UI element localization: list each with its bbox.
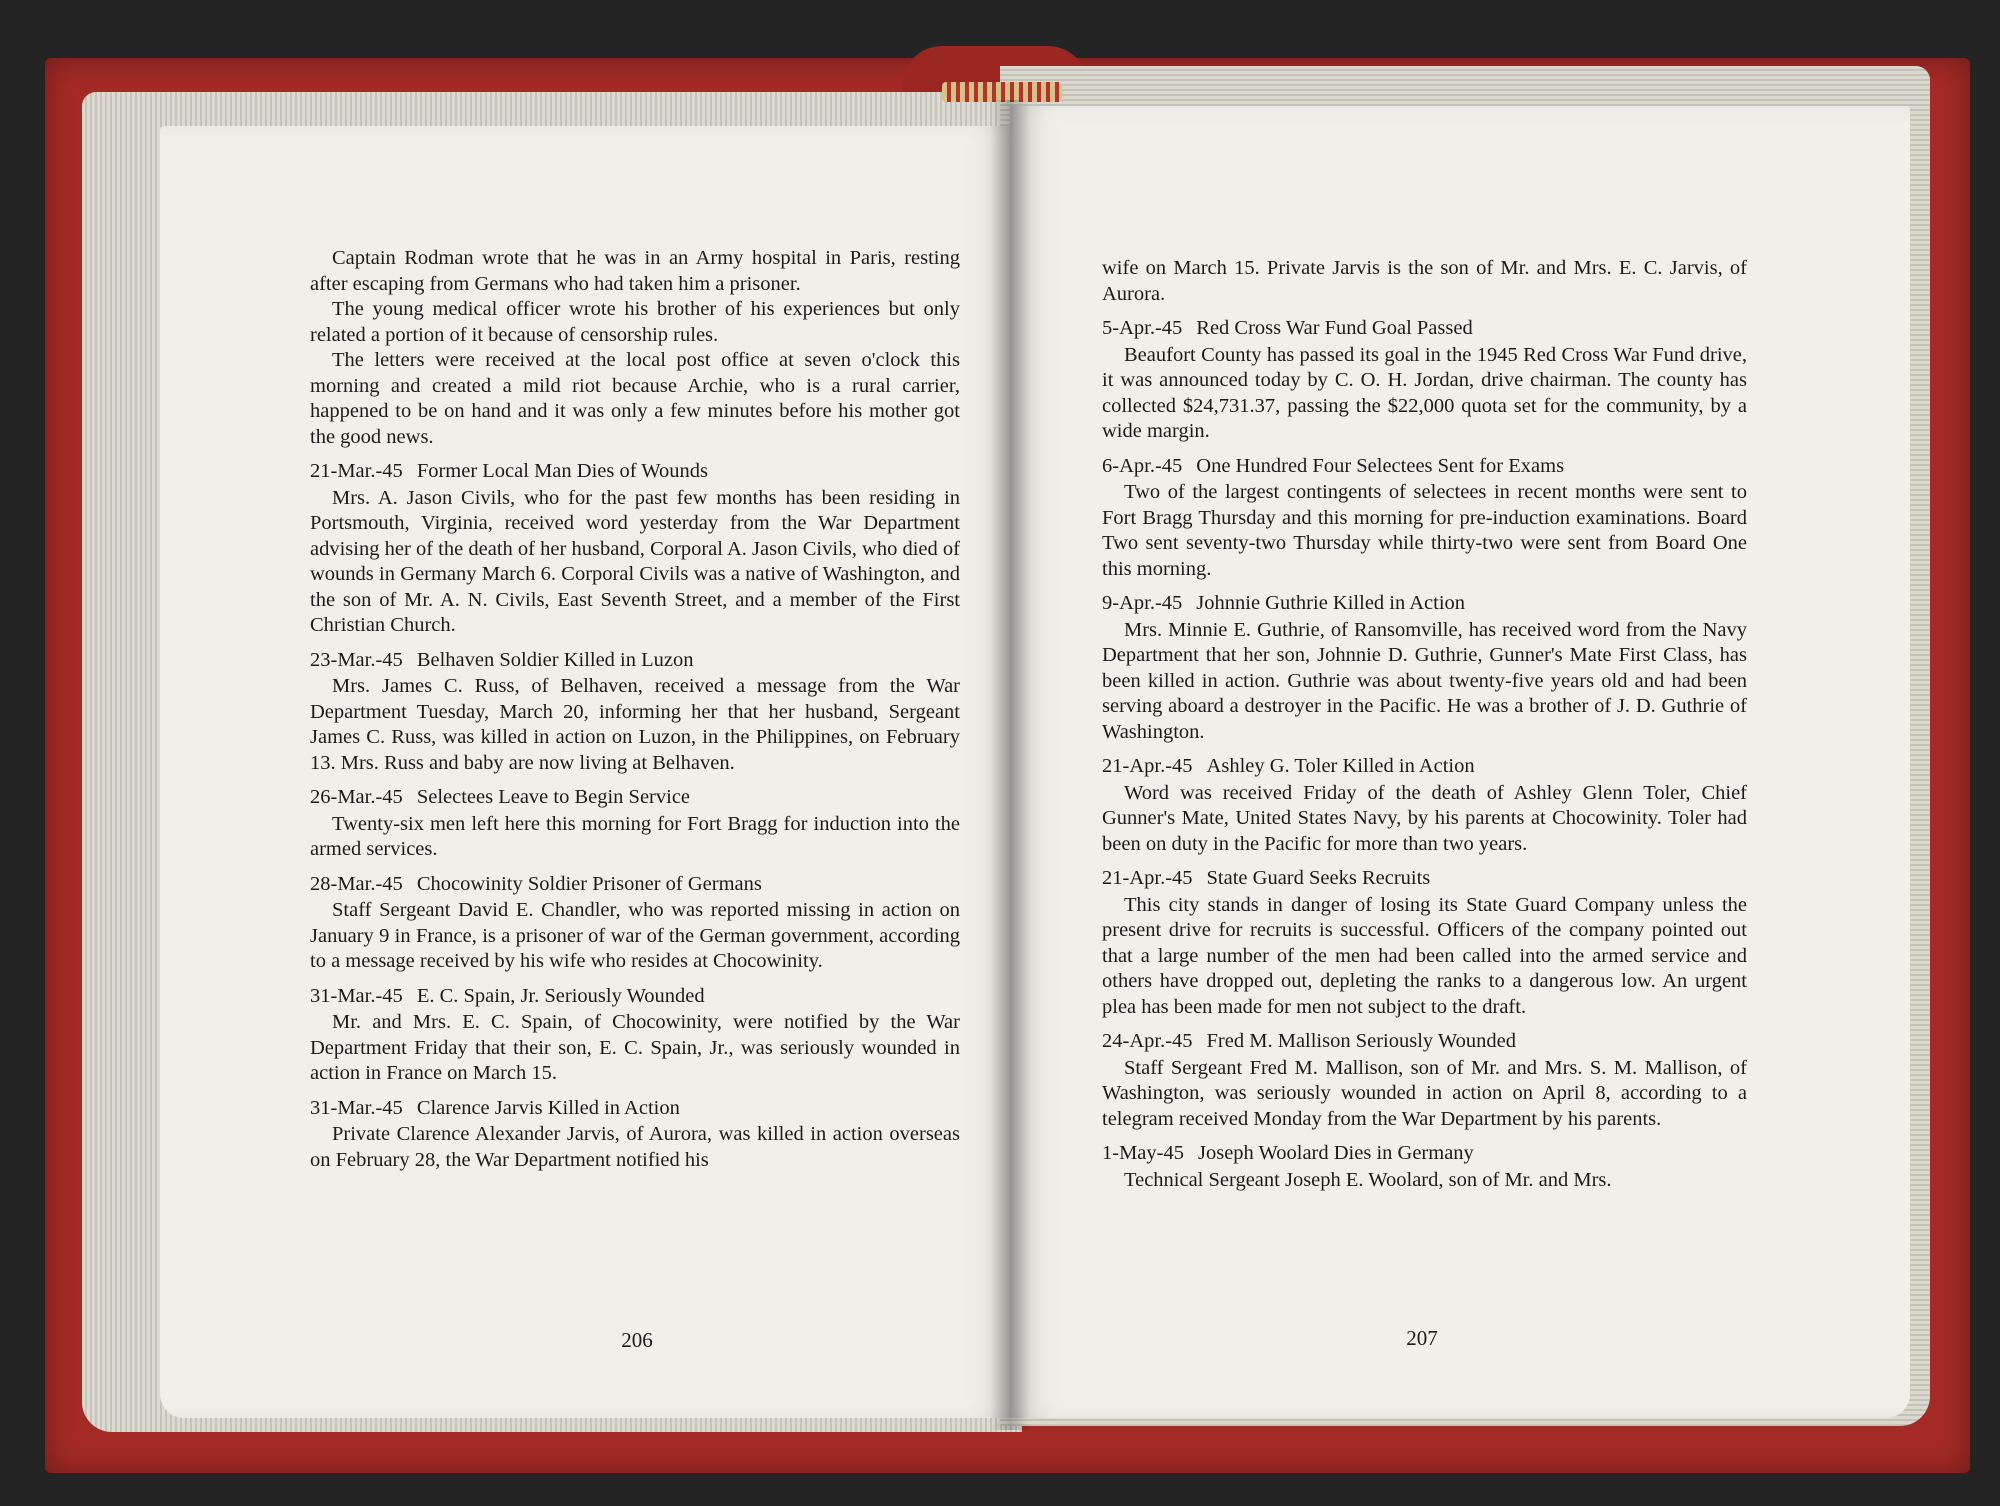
- entry-heading: [1102, 454, 1747, 480]
- entry-body: Two of the largest contingents of selectees in recent months were sent to Fort Bragg Thursday and this morning for pre-induction examinations. Board Two sent seventy-two Thursday while thirty-two were sent from Board One this morning.: [1102, 481, 1747, 580]
- news-entry: [310, 459, 960, 639]
- entry-headline: Red Cross War Fund Goal Passed: [1196, 317, 1473, 339]
- entry-date: 5-Apr.-45: [1102, 317, 1183, 339]
- headband: [942, 82, 1062, 102]
- entry-date: 31-Mar.-45: [310, 984, 403, 1007]
- entry-heading: [1102, 1029, 1747, 1055]
- entry-body: Mrs. James C. Russ, of Belhaven, received a message from the War Department Tuesday, March 20, informing her that her husband, Sergeant James C. Russ, was killed in action on Luzon, in the Philippines, on February 13. Mrs. Russ and baby are now living at Belhaven.: [310, 675, 960, 774]
- entry-body: Staff Sergeant David E. Chandler, who was reported missing in action on January 9 in France, is a prisoner of war of the German government, according to a message received by his wife who resides at Chocowinity.: [310, 899, 960, 972]
- entry-body: Mrs. A. Jason Civils, who for the past few months has been residing in Portsmouth, Virginia, received word yesterday from the War Department advising her of the death of her husband, Corporal A. Jason Civils, who died of wounds in Germany March 6. Corporal Civils was a native of Washington, and the son of Mr. A. N. Civils, East Seventh Street, and a member of the First Christian Church.: [310, 486, 960, 636]
- page-number: 206: [621, 1328, 653, 1352]
- news-entry: [310, 785, 960, 863]
- entry-headline: Johnnie Guthrie Killed in Action: [1196, 592, 1466, 614]
- entry-date: 24-Apr.-45: [1102, 1030, 1193, 1052]
- entry-date: 21-Apr.-45: [1102, 867, 1193, 889]
- entry-date: 28-Mar.-45: [310, 872, 403, 895]
- entry-heading: [310, 785, 960, 811]
- news-entry: [1102, 1029, 1747, 1132]
- entry-heading: [1102, 866, 1747, 892]
- news-entry: [310, 648, 960, 777]
- entry-headline: One Hundred Four Selectees Sent for Exams: [1196, 454, 1565, 477]
- entry-heading: [310, 1096, 960, 1122]
- news-entry: [1102, 1141, 1747, 1193]
- entry-date: 26-Mar.-45: [310, 786, 403, 808]
- entry-body: Staff Sergeant Fred M. Mallison, son of Mr. and Mrs. S. M. Mallison, of Washington, was seriously wounded in action on April 8, according to a telegram received Monday from the War Department by his parents.: [1102, 1056, 1747, 1130]
- entry-heading: [1102, 754, 1747, 780]
- entry-body: Mr. and Mrs. E. C. Spain, of Chocowinity, were notified by the War Department Friday that their son, E. C. Spain, Jr., was seriously wounded in action in France on March 15.: [310, 1011, 960, 1084]
- opening-paragraph: The letters were received at the local post office at seven o'clock this morning and created a mild riot because Archie, who is a rural carrier, happened to be on hand and it was only a few minutes before his mother got the good news.: [310, 349, 960, 448]
- entry-heading: [1102, 316, 1747, 342]
- entry-date: 6-Apr.-45: [1102, 454, 1183, 477]
- news-entry: [1102, 591, 1747, 745]
- entry-body: This city stands in danger of losing its State Guard Company unless the present drive for recruits is successful. Officers of the company pointed out that a large number of the men had been called into the armed service and others have dropped out, depleting the ranks to a dangerous low. An urgent plea has been made for men not subject to the draft.: [1102, 893, 1747, 1018]
- page-number: 207: [1406, 1326, 1438, 1350]
- entry-date: 21-Mar.-45: [310, 460, 403, 482]
- news-entry: [310, 872, 960, 975]
- right-page-text: [1102, 256, 1747, 1193]
- entry-body: Word was received Friday of the death of Ashley Glenn Toler, Chief Gunner's Mate, United States Navy, by his parents at Chocowinity. Toler had been on duty in the Pacific for more than two years.: [1102, 781, 1747, 855]
- entry-headline: Former Local Man Dies of Wounds: [416, 460, 708, 482]
- entry-date: 31-Mar.-45: [310, 1096, 403, 1119]
- right-page: [1010, 106, 1910, 1418]
- entry-body: Beaufort County has passed its goal in the 1945 Red Cross War Fund drive, it was announced today by C. O. H. Jordan, drive chairman. The county has collected $24,731.37, passing the $22,000 quota set for the community, by a wide margin.: [1102, 343, 1747, 442]
- entry-date: 21-Apr.-45: [1102, 755, 1193, 777]
- entry-heading: [310, 984, 960, 1010]
- entry-date: 9-Apr.-45: [1102, 592, 1183, 614]
- entry-heading: [310, 872, 960, 898]
- entry-headline: Chocowinity Soldier Prisoner of Germans: [416, 872, 762, 895]
- entry-body: Mrs. Minnie E. Guthrie, of Ransomville, has received word from the Navy Department that her son, Johnnie D. Guthrie, Gunner's Mate First Class, has been killed in action. Guthrie was about twenty-five years old and had been serving aboard a destroyer in the Pacific. He was a brother of J. D. Guthrie of Washington.: [1102, 618, 1747, 743]
- entry-heading: [310, 648, 960, 674]
- entry-headline: Joseph Woolard Dies in Germany: [1197, 1142, 1474, 1164]
- entry-heading: [310, 459, 960, 485]
- entry-body: Private Clarence Alexander Jarvis, of Aurora, was killed in action overseas on February 28, the War Department notified his: [310, 1123, 960, 1171]
- entry-headline: Ashley G. Toler Killed in Action: [1206, 755, 1475, 777]
- news-entry: [1102, 454, 1747, 583]
- entry-heading: [1102, 591, 1747, 617]
- entry-date: 1-May-45: [1102, 1142, 1184, 1164]
- opening-paragraph: The young medical officer wrote his brother of his experiences but only related a portion of it because of censorship rules.: [310, 298, 960, 346]
- news-entry: [1102, 316, 1747, 445]
- news-entry: [310, 1096, 960, 1174]
- entry-headline: Clarence Jarvis Killed in Action: [416, 1096, 680, 1119]
- entry-headline: E. C. Spain, Jr. Seriously Wounded: [416, 984, 705, 1007]
- news-entry: [1102, 866, 1747, 1020]
- left-page: [160, 126, 1016, 1418]
- news-entry: [1102, 754, 1747, 857]
- book-gutter-shadow: [990, 100, 1030, 1430]
- entry-headline: Belhaven Soldier Killed in Luzon: [416, 648, 694, 671]
- entry-headline: Fred M. Mallison Seriously Wounded: [1206, 1030, 1516, 1052]
- entry-body: Technical Sergeant Joseph E. Woolard, son of Mr. and Mrs.: [1124, 1168, 1612, 1191]
- continuation-paragraph: wife on March 15. Private Jarvis is the son of Mr. and Mrs. E. C. Jarvis, of Aurora.: [1102, 257, 1747, 305]
- entry-heading: [1102, 1141, 1747, 1167]
- entry-date: 23-Mar.-45: [310, 648, 403, 671]
- entry-headline: Selectees Leave to Begin Service: [416, 786, 691, 808]
- opening-paragraph: Captain Rodman wrote that he was in an Army hospital in Paris, resting after escaping from Germans who had taken him a prisoner.: [310, 247, 960, 295]
- left-page-text: [310, 246, 960, 1173]
- news-entry: [310, 984, 960, 1087]
- entry-headline: State Guard Seeks Recruits: [1206, 867, 1431, 889]
- entry-body: Twenty-six men left here this morning for Fort Bragg for induction into the armed services.: [310, 812, 960, 860]
